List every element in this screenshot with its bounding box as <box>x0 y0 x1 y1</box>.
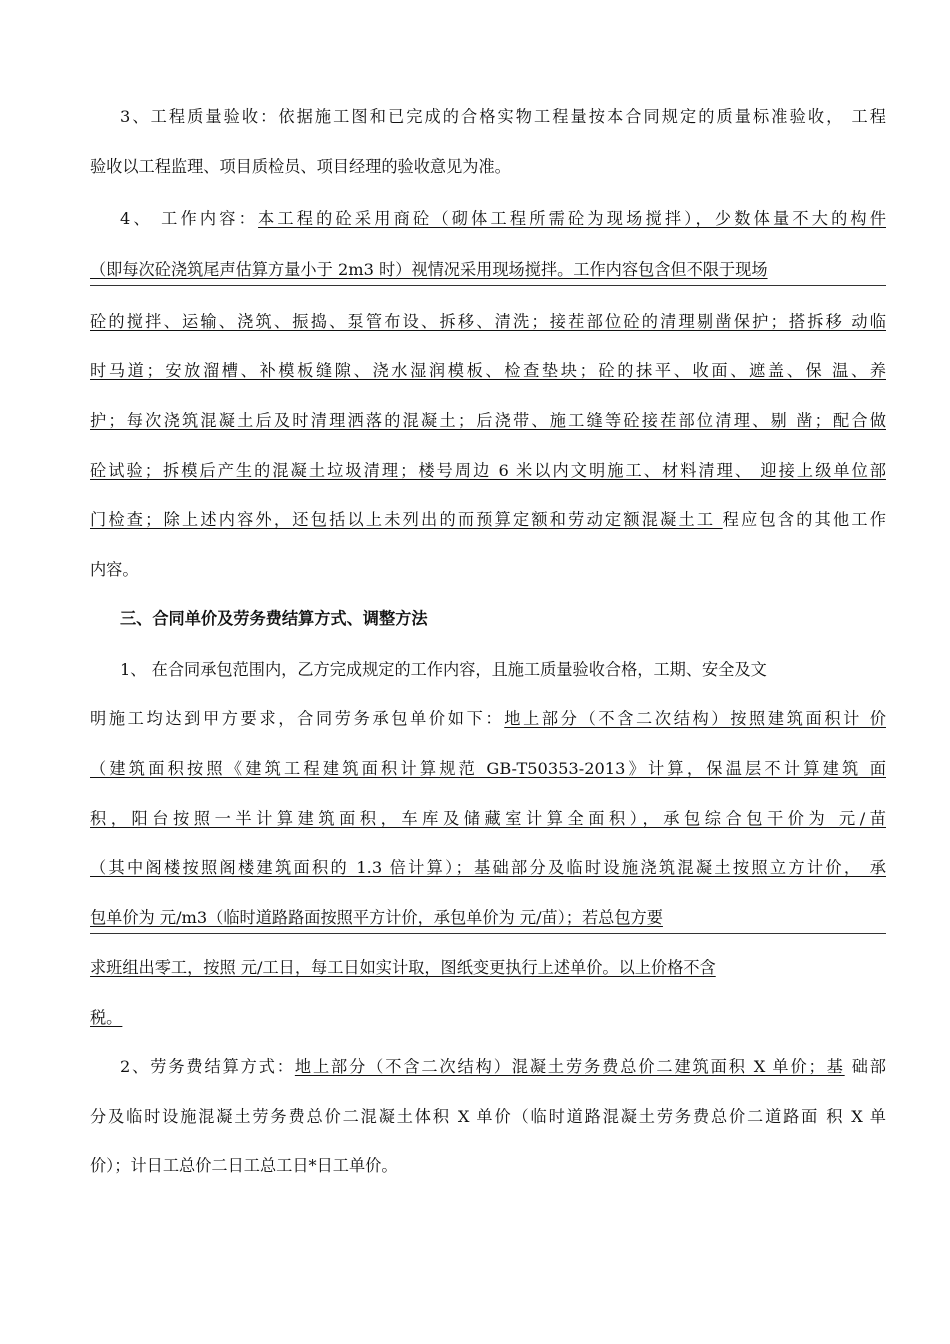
item4-line4: 时马道；安放溜槽、补模板缝隙、浇水湿润模板、检查垫块；砼的抹平、收面、遮盖、保 温、养 <box>90 361 886 380</box>
item4-text-line7a: 门检查；除上述内容外，还包括以上未列出的而预算定额和劳动定额混凝土工 <box>90 510 723 529</box>
item4-prefix: 4、 工作内容： <box>120 209 259 228</box>
item4-line5: 护；每次浇筑混凝土后及时清理洒落的混凝土；后浇带、施工缝等砼接茬部位清理、剔 凿；配合做 <box>90 411 886 430</box>
s3-item1-line6: 包单价为 元/m3（临时道路路面按照平方计价，承包单价为 元/苗）；若总包方要 <box>90 908 663 927</box>
s3-item1-line4: 积，阳台按照一半计算建筑面积，车库及储藏室计算全面积），承包综合包干价为 元/苗 <box>90 809 886 828</box>
s3-item2-text-line1b: 础部 <box>844 1057 886 1076</box>
underline-rule <box>90 285 886 286</box>
item3-line2: 验收以工程监理、项目质检员、项目经理的验收意见为准。 <box>90 157 511 176</box>
s3-item1-line8: 税。 <box>90 1008 123 1027</box>
item4-line1 <box>120 206 886 232</box>
item4-line2: （即每次砼浇筑尾声估算方量小于 2m3 时）视情况采用现场搅拌。工作内容包含但不限于现场 <box>90 260 768 279</box>
item4-line3: 砼的搅拌、运输、浇筑、振捣、泵管布设、拆移、清洗；接茬部位砼的清理剔凿保护；搭拆移 动临 <box>90 312 886 331</box>
item4-text-line7b: 程应包含的其他工作 <box>722 510 886 529</box>
item4-line7 <box>90 507 886 533</box>
s3-item2-text-line1a: 地上部分（不含二次结构）混凝土劳务费总价二建筑面积 X 单价；基 <box>294 1057 845 1076</box>
s3-item1-line7: 求班组出零工，按照 元/工日，每工日如实计取，图纸变更执行上述单价。以上价格不含 <box>90 958 716 977</box>
s3-item1-text-line2b: 地上部分（不含二次结构）按照建筑面积计 价 <box>504 709 886 728</box>
s3-item2-line2: 分及临时设施混凝土劳务费总价二混凝土体积 X 单价（临时道路混凝土劳务费总价二道路面 积 X 单 <box>90 1107 886 1126</box>
item4-line8: 内容。 <box>90 560 139 579</box>
s3-item1-line1: 1、 在合同承包范围内，乙方完成规定的工作内容，且施工质量验收合格，工期、安全及文 <box>120 660 767 679</box>
section-three-heading: 三、合同单价及劳务费结算方式、调整方法 <box>120 609 428 628</box>
underline-rule <box>90 933 886 934</box>
s3-item2-line1 <box>120 1054 886 1080</box>
s3-item2-line3: 价）；计日工总价二日工总工日*日工单价。 <box>90 1156 398 1175</box>
s3-item1-line3: （建筑面积按照《建筑工程建筑面积计算规范 GB-T50353-2013》计算，保温层不计算建筑 面 <box>90 759 886 778</box>
s3-item1-line5: （其中阁楼按照阁楼建筑面积的 1.3 倍计算）；基础部分及临时设施浇筑混凝土按照立方计价， 承 <box>90 858 886 877</box>
item3-line1: 3、工程质量验收：依据施工图和已完成的合格实物工程量按本合同规定的质量标准验收， 工程 <box>120 107 886 126</box>
s3-item1-text-line2a: 明施工均达到甲方要求，合同劳务承包单价如下： <box>90 709 505 728</box>
s3-item1-line2 <box>90 706 886 732</box>
item4-text-line1: 本工程的砼采用商砼（砌体工程所需砼为现场搅拌），少数体量不大的构件 <box>258 209 886 228</box>
item4-line6: 砼试验；拆模后产生的混凝土垃圾清理；楼号周边 6 米以内文明施工、材料清理、 迎接上级单位部 <box>90 461 886 480</box>
s3-item2-prefix: 2、劳务费结算方式： <box>120 1057 295 1076</box>
